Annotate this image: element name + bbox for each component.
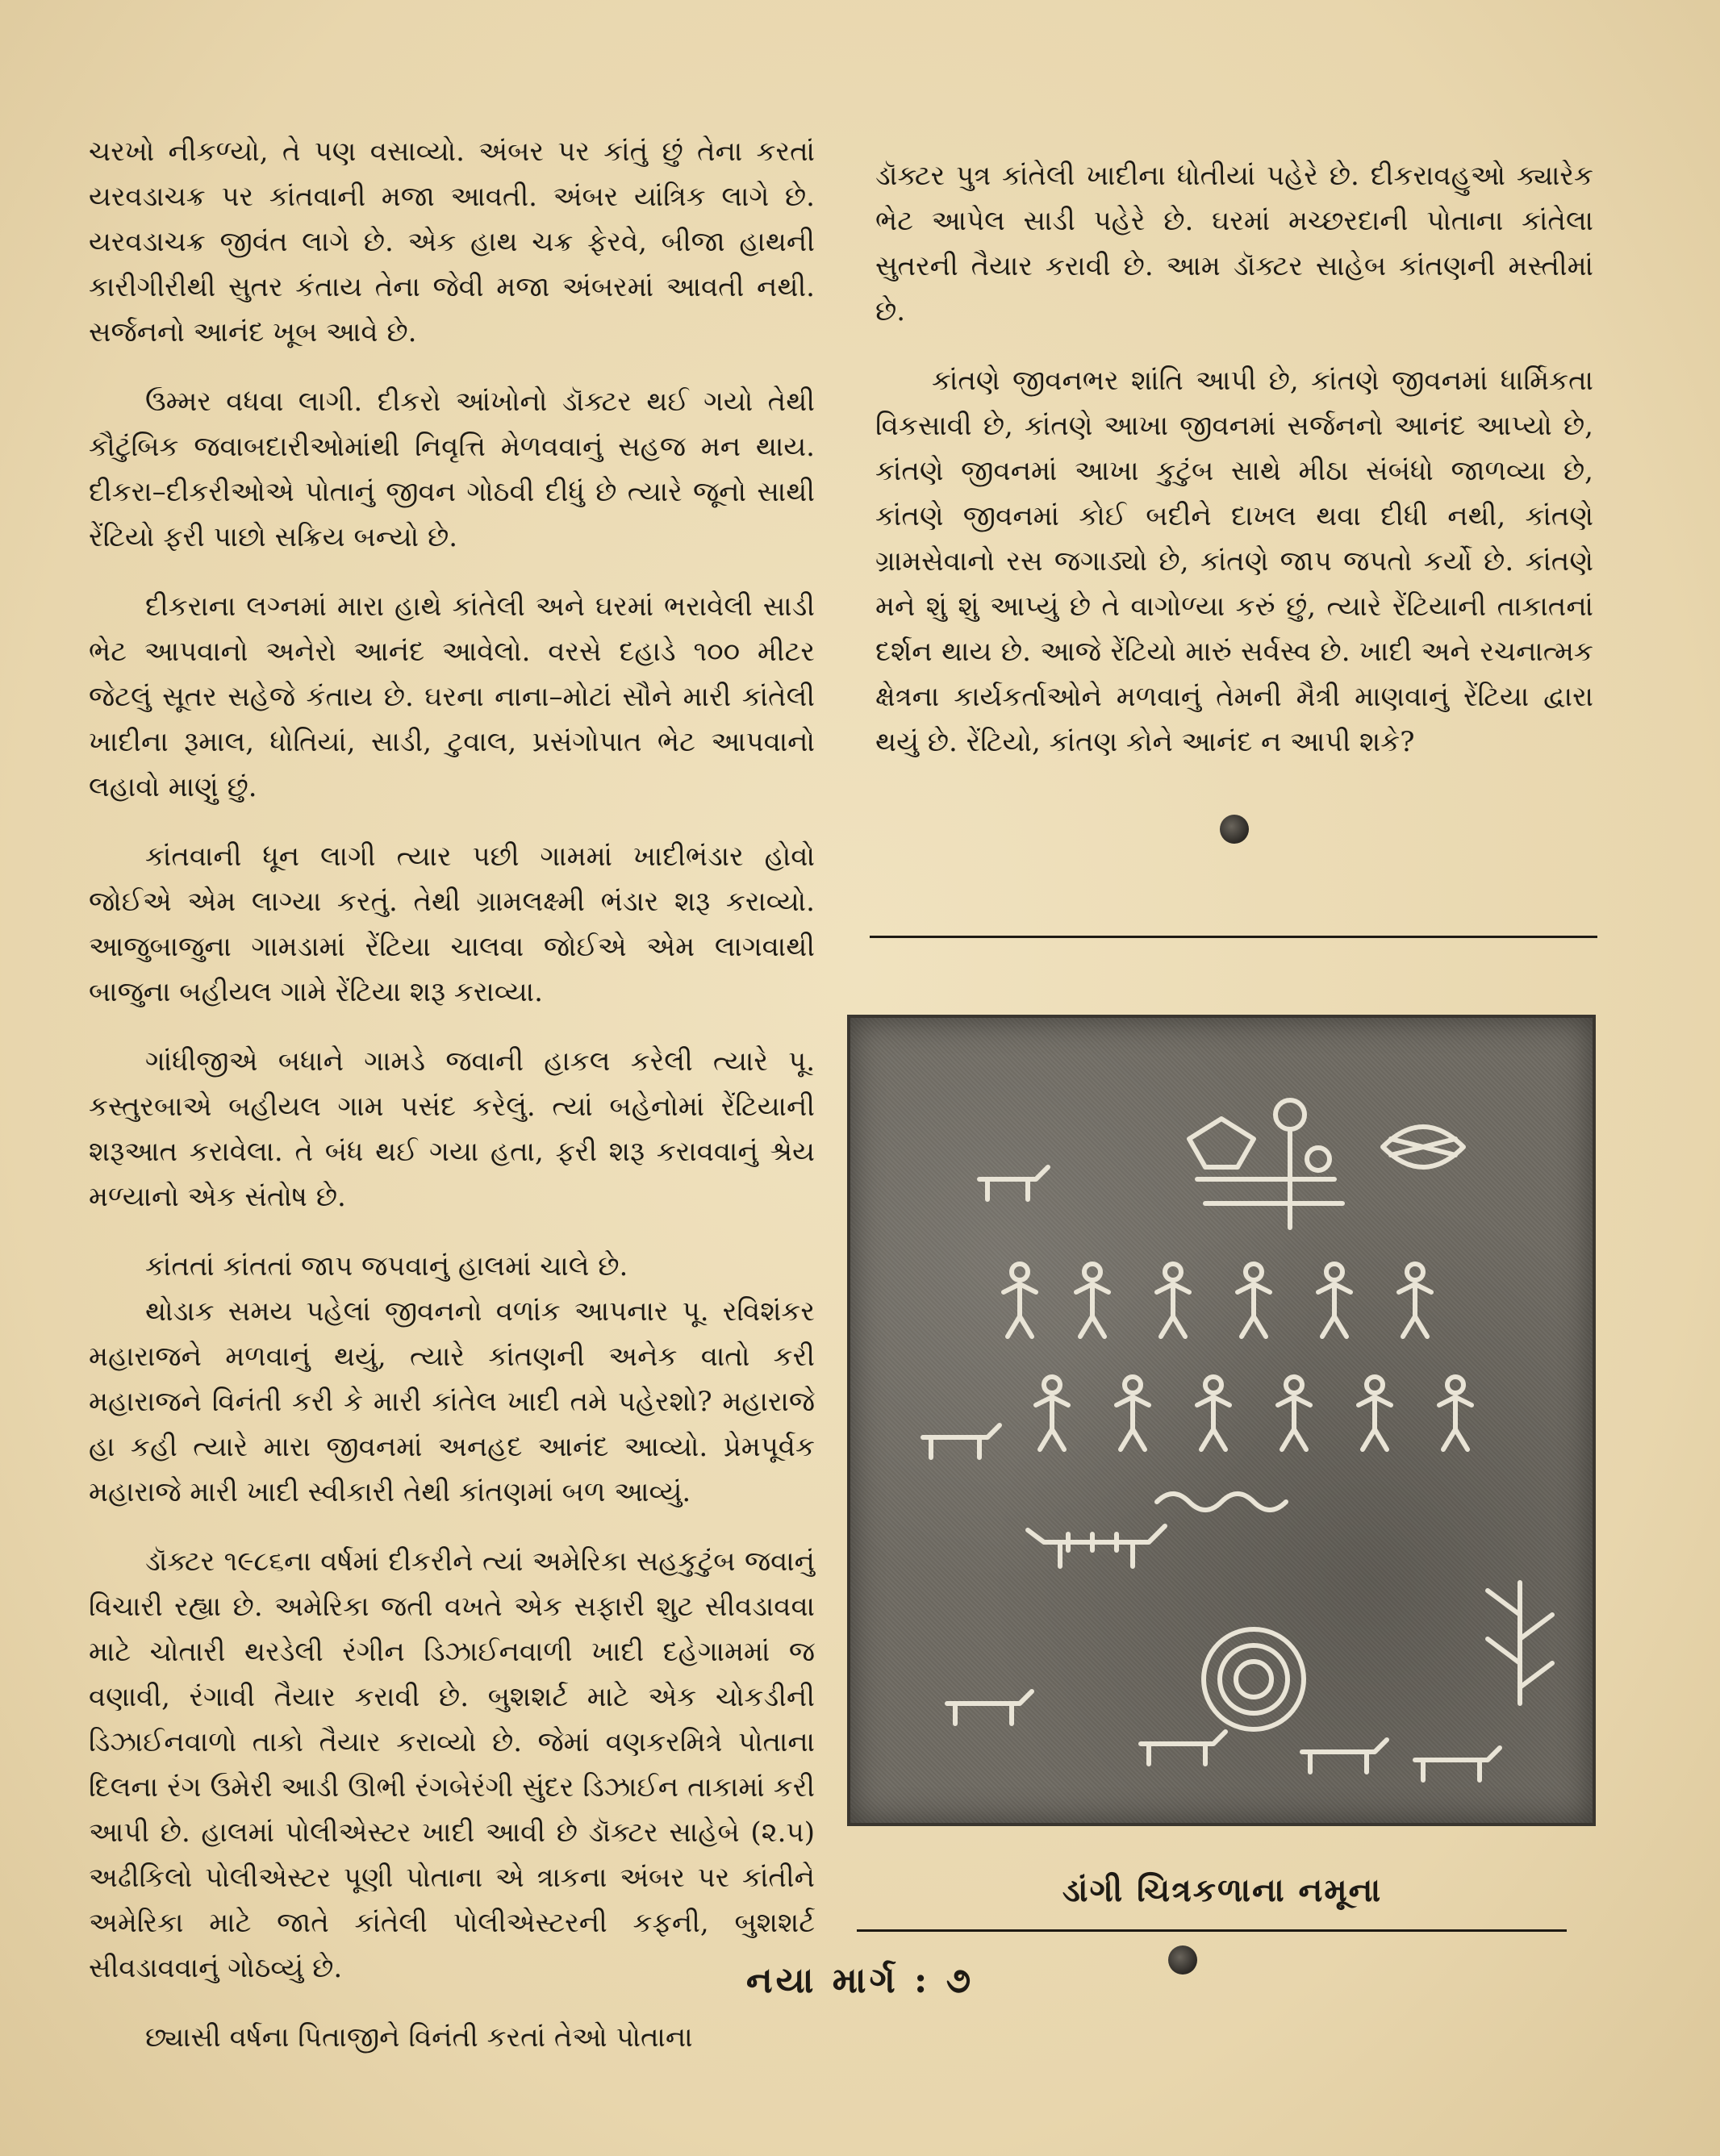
tiger-figure <box>1028 1526 1165 1566</box>
page-footer: નયા માર્ગ : ૭ <box>745 1960 975 2001</box>
dancers-row <box>1036 1377 1472 1449</box>
paragraph: કાંતવાની ધૂન લાગી ત્યાર પછી ગામમાં ખાદીભંડાર હોવો જોઈએ એમ લાગ્યા કરતું. તેથી ગ્રામલક્ષ્મી ભંડાર શરૂ કરાવ્યો. આજુબાજુના ગામડામાં રેંટિયા ચાલવા જોઈએ એમ લાગવાથી બાજુના બહીયલ ગામે રેંટિયા શરૂ કરાવ્યા. <box>89 840 815 1008</box>
paragraph: કાંતણે જીવનભર શાંતિ આપી છે, કાંતણે જીવનમાં ધાર્મિકતા વિકસાવી છે, કાંતણે આખા જીવનમાં સર્જનનો આનંદ આપ્યો છે, કાંતણે જીવનમાં આખા કુટુંબ સાથે મીઠા સંબંધો જાળવ્યા છે, કાંતણે જીવનમાં કોઈ બદીને દાખલ થવા દીધી નથી, કાંતણે ગ્રામસેવાનો રસ જગાડ્યો છે, કાંતણે જાપ જપતો કર્યો છે. કાંતણે મને શું શું આપ્યું છે તે વાગોળ્યા કરું છું, ત્યારે રેંટિયાની તાકાતનાં દર્શન થાય છે. આજે રેંટિયો મારું સર્વસ્વ છે. ખાદી અને રચનાત્મક ક્ષેત્રના કાર્યકર્તાઓને મળવાનું તેમની મૈત્રી માણવાનું રેંટિયા દ્વારા થયું છે. રેંટિયો, કાંતણ કોને આનંદ ન આપી શકે? <box>875 365 1593 758</box>
dancers-row <box>1004 1264 1431 1337</box>
paragraph: છ્યાસી વર્ષના પિતાજીને વિનંતી કરતાં તેઓ પોતાના <box>145 2021 693 2054</box>
paragraph: ઉમ્મર વધવા લાગી. દીકરો આંખોનો ડૉક્ટર થઈ ગયો તેથી કૌટુંબિક જવાબદારીઓમાંથી નિવૃત્તિ મેળવવાનું સહજ મન થાય. દીકરા–દીકરીઓએ પોતાનું જીવન ગોઠવી દીધું છે ત્યારે જૂનો સાથી રેંટિયો ફરી પાછો સક્રિય બન્યો છે. <box>89 386 815 553</box>
dog-figure <box>1415 1748 1500 1780</box>
deer-figure <box>1141 1732 1225 1764</box>
paragraph: ગાંધીજીએ બધાને ગામડે જવાની હાકલ કરેલી ત્યારે પૂ. કસ્તુરબાએ બહીયલ ગામ પસંદ કરેલું. ત્યાં બહેનોમાં રેંટિયાની શરૂઆત કરાવેલા. તે બંધ થઈ ગયા હતા, ફરી શરૂ કરાવવાનું શ્રેય મળ્યાનો એક સંતોષ છે. <box>89 1045 815 1213</box>
paragraph: ડૉક્ટર ૧૯૮૬ના વર્ષમાં દીકરીને ત્યાં અમેરિકા સહકુટુંબ જવાનું વિચારી રહ્યા છે. અમેરિકા જતી વખતે એક સફારી શુટ સીવડાવવા માટે ચોતારી થરડેલી રંગીન ડિઝાઈનવાળી ખાદી દહેગામમાં જ વણાવી, રંગાવી તૈયાર કરાવી છે. બુશશર્ટ માટે એક ચોકડીની ડિઝાઈનવાળો તાકો તૈયાર કરાવ્યો છે. જેમાં વણકરમિત્રે પોતાના દિલના રંગ ઉમેરી આડી ઊભી રંગબેરંગી સુંદર ડિઝાઈન તાકામાં કરી આપી છે. હાલમાં પોલીએસ્ટર ખાદી આવી છે ડૉક્ટર સાહેબે (૨.૫) અઢીકિલો પોલીએસ્ટર પૂણી પોતાના એ ત્રાકના અંબર પર કાંતીને અમેરિકા માટે જાતે કાંતેલી પોલીએસ્ટરની કફની, બુશશર્ટ સીવડાવવાનું ગોઠવ્યું છે. <box>89 1545 815 1984</box>
divider-rule <box>857 1929 1567 1932</box>
paragraph: થોડાક સમય પહેલાં જીવનનો વળાંક આપનાર પૂ. રવિશંકર મહારાજને મળવાનું થયું, ત્યારે કાંતણની અનેક વાતો કરી મહારાજને વિનંતી કરી કે મારી કાંતેલ ખાદી તમે પહેરશો? મહારાજે હા કહી ત્યારે મારા જીવનમાં અનહદ આનંદ આવ્યો. પ્રેમપૂર્વક મહારાજે મારી ખાદી સ્વીકારી તેથી કાંતણમાં બળ આવ્યું. <box>89 1295 815 1508</box>
paragraph: દીકરાના લગ્નમાં મારા હાથે કાંતેલી અને ઘરમાં ભરાવેલી સાડી ભેટ આપવાનો અનેરો આનંદ આવેલો. વરસે દહાડે ૧૦૦ મીટર જેટલું સૂતર સહેજે કંતાય છે. ઘરના નાના–મોટાં સૌને મારી કાંતેલી ખાદીના રૂમાલ, ધોતિયાં, સાડી, ટુવાલ, પ્રસંગોપાત ભેટ આપવાનો લહાવો માણું છું. <box>89 590 815 803</box>
left-column <box>89 129 815 2084</box>
dangi-art-illustration <box>850 1018 1593 1823</box>
snake-line <box>1157 1494 1286 1510</box>
tree-figure <box>1488 1583 1552 1704</box>
dangi-art-figure <box>847 1015 1596 1826</box>
horse-figure <box>923 1425 1000 1457</box>
figure-caption: ડાંગી ચિત્રકળાના નમૂના <box>1062 1871 1383 1909</box>
deer-figure <box>947 1691 1032 1724</box>
ornament-dot <box>1220 815 1249 844</box>
goat-figure <box>979 1167 1048 1199</box>
paragraph: કાંતતાં કાંતતાં જાપ જપવાનું હાલમાં ચાલે છે. <box>145 1250 628 1282</box>
sun-symbol <box>1236 1662 1271 1697</box>
paragraph: ડૉક્ટર પુત્ર કાંતેલી ખાદીના ધોતીયાં પહેરે છે. દીકરાવહુઓ ક્યારેક ભેટ આપેલ સાડી પહેરે છે. ઘરમાં મચ્છરદાની પોતાના કાંતેલા સુતરની તૈયાર કરાવી છે. આમ ડૉક્ટર સાહેબ કાંતણની મસ્તીમાં છે. <box>875 160 1593 327</box>
cart-figure <box>1189 1119 1254 1167</box>
right-column <box>875 153 1593 789</box>
dog-figure <box>1302 1740 1387 1772</box>
wheel-symbol <box>1275 1100 1305 1129</box>
paragraph: ચરખો નીકળ્યો, તે પણ વસાવ્યો. અંબર પર કાંતું છું તેના કરતાં યરવડાચક્ર પર કાંતવાની મજા આવતી. અંબર યાંત્રિક લાગે છે. યરવડાચક્ર જીવંત લાગે છે. એક હાથ ચક્ર ફેરવે, બીજા હાથની કારીગીરીથી સુતર કંતાય તેના જેવી મજા અંબરમાં આવતી નથી. સર્જનનો આનંદ ખૂબ આવે છે. <box>89 136 815 348</box>
divider-rule <box>870 936 1597 938</box>
